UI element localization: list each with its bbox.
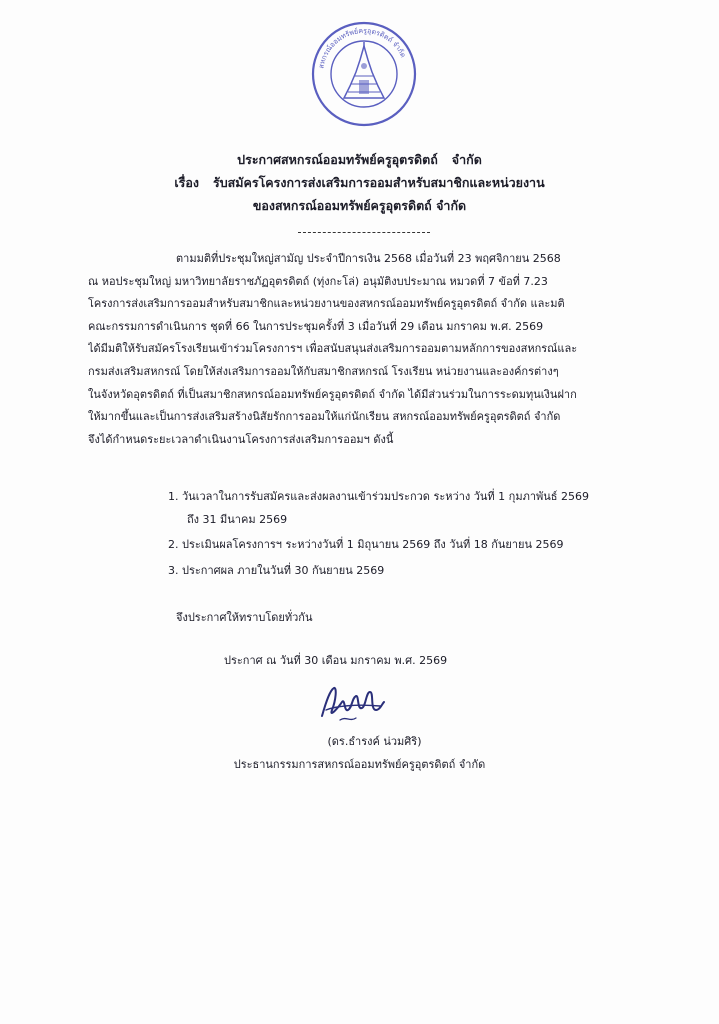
signer-name-text: (ดร.ธำรงค์ น่วมศิริ) — [327, 735, 422, 748]
title-suffix: จำกัด — [451, 152, 482, 167]
schedule-item-3: 3. ประกาศผล ภายในวันที่ 30 กันยายน 2569 — [168, 563, 385, 577]
schedule-item-1: 1. วันเวลาในการรับสมัครและส่งผลงานเข้าร่วมประกวด ระหว่าง วันที่ 1 กุมภาพันธ์ 2569 — [168, 490, 589, 503]
title-line-2 — [0, 171, 719, 194]
signature-graphic — [316, 680, 388, 728]
title-cooperative-name: ประกาศสหกรณ์ออมทรัพย์ครูอุตรดิตถ์ — [237, 152, 438, 167]
closing-statement: จึงประกาศให้ทราบโดยทั่วกัน — [176, 611, 313, 624]
body-line: โครงการส่งเสริมการออมสำหรับสมาชิกและหน่วยงานของสหกรณ์ออมทรัพย์ครูอุตรดิตถ์ จำกัด และมติ — [88, 297, 565, 311]
body-line: คณะกรรมการดำเนินการ ชุดที่ 66 ในการประชุมครั้งที่ 3 เมื่อวันที่ 29 เดือน มกราคม พ.ศ. 2569 — [88, 319, 544, 333]
signer-name — [0, 732, 719, 750]
title-divider — [298, 232, 430, 233]
schedule-item-2: 2. ประเมินผลโครงการฯ ระหว่างวันที่ 1 มิถุนายน 2569 ถึง วันที่ 18 กันยายน 2569 — [168, 538, 564, 552]
body-paragraph — [88, 248, 648, 451]
subject-text: รับสมัครโครงการส่งเสริมการออมสำหรับสมาชิกและหน่วยงาน — [212, 175, 545, 190]
schedule-item-1-continued: ถึง 31 มีนาคม 2569 — [187, 512, 288, 526]
announcement-title — [0, 148, 719, 217]
body-line: กรมส่งเสริมสหกรณ์ โดยให้ส่งเสริมการออมให้กับสมาชิกสหกรณ์ โรงเรียน หน่วยงานและองค์กรต่างๆ — [88, 364, 559, 378]
announcement-date: ประกาศ ณ วันที่ 30 เดือน มกราคม พ.ศ. 2569 — [224, 654, 448, 667]
body-line: ในจังหวัดอุตรดิตถ์ ที่เป็นสมาชิกสหกรณ์ออมทรัพย์ครูอุตรดิตถ์ จำกัด ได้มีส่วนร่วมในการระดมทุนเงินฝาก — [88, 387, 577, 401]
cooperative-seal-icon — [310, 20, 418, 128]
body-line: ตามมติที่ประชุมใหญ่สามัญ ประจำปีการเงิน 2568 เมื่อวันที่ 23 พฤศจิกายน 2568 — [176, 252, 561, 265]
subject-label: เรื่อง — [174, 175, 199, 190]
title-line-3: ของสหกรณ์ออมทรัพย์ครูอุตรดิตถ์ จำกัด — [252, 198, 467, 213]
schedule-list — [168, 486, 648, 582]
body-line: ได้มีมติให้รับสมัครโรงเรียนเข้าร่วมโครงการฯ เพื่อสนับสนุนส่งเสริมการออมตามหลักการของสหกรณ์และ — [88, 342, 578, 356]
signer-title: ประธานกรรมการสหกรณ์ออมทรัพย์ครูอุตรดิตถ์ จำกัด — [233, 758, 486, 771]
signature-icon — [316, 680, 388, 728]
body-line: ณ หอประชุมใหญ่ มหาวิทยาลัยราชภัฏอุตรดิตถ์ (ทุ่งกะโล่) อนุมัติงบประมาณ หมวดที่ 7 ข้อที่ 7.23 — [88, 274, 548, 288]
seal-graphic — [310, 20, 418, 128]
title-line-1 — [0, 148, 719, 171]
seal-ring-text: สหกรณ์ออมทรัพย์ครูอุตรดิตถ์ จำกัด — [317, 26, 408, 70]
body-line: ให้มากขึ้นและเป็นการส่งเสริมสร้างนิสัยรักการออมให้แก่นักเรียน สหกรณ์ออมทรัพย์ครูอุตรดิตถ์ จำกัด — [88, 410, 561, 424]
body-line: จึงได้กำหนดระยะเวลาดำเนินงานโครงการส่งเสริมการออมฯ ดังนี้ — [88, 432, 394, 446]
